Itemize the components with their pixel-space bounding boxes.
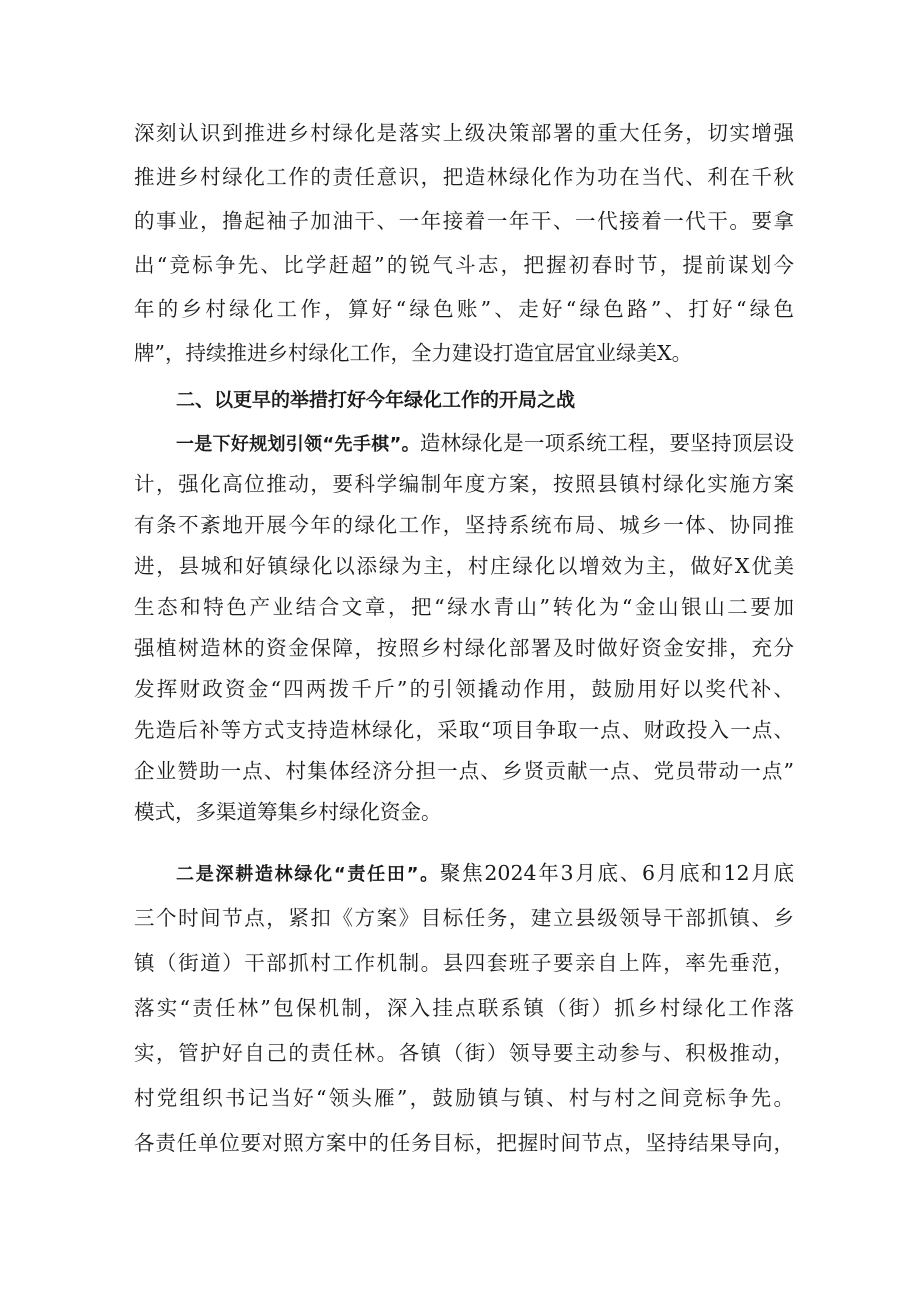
paragraph-2-line-5: 生态和特色产业结合文章，把“绿水青山”转化为“金山银山二要加 [134,595,794,619]
paragraph-3-line-1 [176,859,794,887]
paragraph-3-line-4: 落实“责任林”包保机制，深入挂点联系镇（街）抓乡村绿化工作落 [134,996,794,1020]
paragraph-3-line-6: 村党组织书记当好“领头雁”，鼓励镇与镇、村与村之间竞标争先。 [134,1086,794,1110]
paragraph-2-first-line-rest: 造林绿化是一项系统工程，要坚持顶层设 [419,431,794,455]
paragraph-3-line-5: 实，管护好自己的责任林。各镇（街）领导要主动参与、积极推动， [134,1041,794,1065]
paragraph-2-line-8: 先造后补等方式支持造林绿化，采取“项目争取一点、财政投入一点、 [134,718,794,742]
paragraph-3-line-2: 三个时间节点，紧扣《方案》目标任务，建立县级领导干部抓镇、乡 [134,906,794,930]
paragraph-3-line-3: 镇（街道）干部抓村工作机制。县四套班子要亲自上阵，率先垂范， [134,951,794,975]
section-heading: 二、以更早的举措打好今年绿化工作的开局之战 [176,389,576,411]
paragraph-2-line-7: 发挥财政资金“四两拨千斤”的引领撬动作用，鼓励用好以奖代补、 [134,677,794,701]
paragraph-2-line-9: 企业赞助一点、村集体经济分担一点、乡贤贡献一点、党员带动一点” [134,759,794,783]
paragraph-2-line-4: 进，县城和好镇绿化以添绿为主，村庄绿化以增效为主，做好X优美 [134,554,794,578]
paragraph-1-line-5: 年的乡村绿化工作，算好“绿色账”、走好“绿色路”、打好“绿色 [134,297,794,321]
paragraph-3-line-7: 各责任单位要对照方案中的任务目标，把握时间节点，坚持结果导向， [134,1131,794,1155]
paragraph-1-line-4: 出“竞标争先、比学赶超”的锐气斗志，把握初春时节，提前谋划今 [134,253,794,277]
paragraph-2-line-1 [176,429,794,457]
paragraph-3-lead: 二是深耕造林绿化“责任田”。 [176,864,440,885]
paragraph-2-lead: 一是下好规划引领“先手棋”。 [176,434,420,455]
paragraph-1-line-6: 牌”，持续推进乡村绿化工作，全力建设打造宜居宜业绿美X。 [134,341,693,365]
paragraph-2-line-3: 有条不紊地开展今年的绿化工作，坚持系统布局、城乡一体、协同推 [134,513,794,537]
paragraph-2-line-10: 模式，多渠道筹集乡村绿化资金。 [134,800,442,824]
paragraph-2-line-2: 计，强化高位推动，要科学编制年度方案，按照县镇村绿化实施方案 [134,472,794,496]
paragraph-1-line-2: 推进乡村绿化工作的责任意识，把造林绿化作为功在当代、利在千秋 [134,165,794,189]
paragraph-2-line-6: 强植树造林的资金保障，按照乡村绿化部署及时做好资金安排，充分 [134,636,794,660]
paragraph-3-first-line-rest: 聚焦2024年3月底、6月底和12月底 [439,861,794,885]
paragraph-1-line-3: 的事业，撸起袖子加油干、一年接着一年干、一代接着一代干。要拿 [134,209,794,233]
paragraph-1-line-1: 深刻认识到推进乡村绿化是落实上级决策部署的重大任务，切实增强 [134,121,794,145]
